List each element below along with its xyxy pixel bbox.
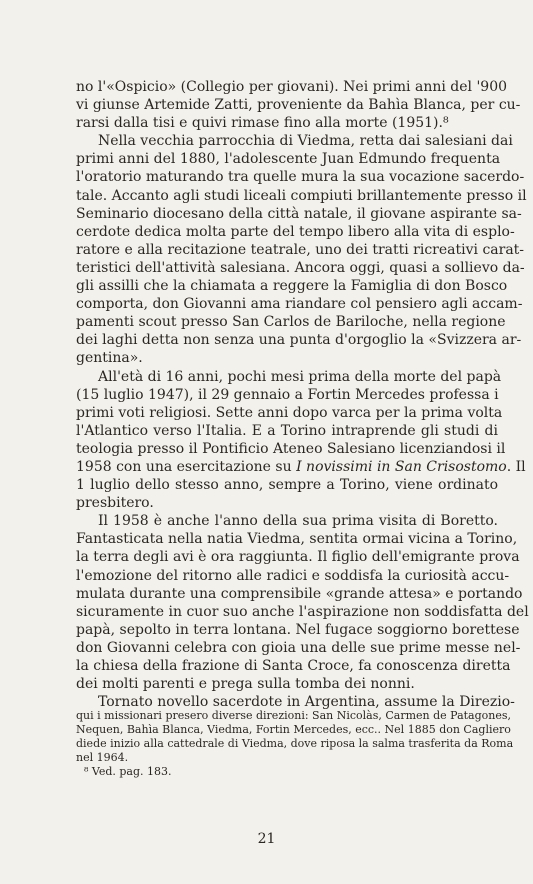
body-line: Seminario diocesano della città natale, il giovane aspirante sa- [76,205,522,222]
footnote-line: nel 1964. [76,751,129,764]
main-text [76,78,529,711]
footnote-line: diede inizio alla cattedrale di Viedma, dove riposa la salma trasferita da Roma [76,737,514,750]
body-line: vi giunse Artemide Zatti, proveniente da Bahìa Blanca, per cu- [76,97,521,114]
body-line: presbitero. [76,495,154,512]
body-line: primi anni del 1880, l'adolescente Juan Edmundo frequenta [76,151,501,168]
body-line: primi voti religiosi. Sette anni dopo varca per la prima volta [76,404,503,421]
body-line: la chiesa della frazione di Santa Croce, fa conoscenza diretta [76,658,511,674]
body-line: gli assilli che la chiamata a reggere la Famiglia di don Bosco [76,278,508,295]
body-line: Il 1958 è anche l'anno della sua prima visita di Boretto. [98,513,498,530]
footnote-line: qui i missionari presero diverse direzioni: San Nicolàs, Carmen de Patagones, [76,709,512,722]
footnotes [76,709,514,779]
body-line: 1 luglio dello stesso anno, sempre a Torino, viene ordinato [76,477,498,494]
body-line: pamenti scout presso San Carlos de Bariloche, nella regione [76,314,506,331]
body-line: Nella vecchia parrocchia di Viedma, retta dai salesiani dai [98,133,513,150]
body-line: comporta, don Giovanni ama riandare col pensiero agli accam- [76,296,523,313]
body-line: sicuramente in cuor suo anche l'aspirazione non soddisfatta del [76,603,529,620]
body-line: All'età di 16 anni, pochi mesi prima della morte del papà [98,368,502,385]
page-number: 21 [257,831,276,847]
footnote-8: ⁸ Ved. pag. 183. [84,765,172,778]
body-line: l'Atlantico verso l'Italia. E a Torino intraprende gli studi di [76,422,498,439]
body-line: papà, sepolto in terra lontana. Nel fugace soggiorno borettese [76,621,520,638]
body-line: l'oratorio maturando tra quelle mura la sua vocazione sacerdo- [76,169,525,186]
body-line: no l'«Ospicio» (Collegio per giovani). Nei primi anni del '900 [76,79,508,95]
body-line: don Giovanni celebra con gioia una delle sue prime messe nel- [76,639,521,656]
body-line: Tornato novello sacerdote in Argentina, assume la Direzio- [98,694,515,711]
body-line: rarsi dalla tisi e quivi rimase fino alla morte (1951).⁸ [76,115,449,132]
body-line: (15 luglio 1947), il 29 gennaio a Fortin Mercedes professa i [76,386,499,403]
body-line: teologia presso il Pontificio Ateneo Salesiano licenziandosi il [76,440,506,457]
body-line: cerdote dedica molta parte del tempo libero alla vita di esplo- [76,223,515,240]
body-line: ratore e alla recitazione teatrale, uno dei tratti ricreativi carat- [76,241,525,258]
body-line: Fantasticata nella natia Viedma, sentita ormai vicina a Torino, [76,531,518,548]
body-line: mulata durante una comprensibile «grande attesa» e portando [76,585,523,602]
footnote-line: Nequen, Bahìa Blanca, Viedma, Fortin Mercedes, ecc.. Nel 1885 don Cagliero [76,723,511,736]
body-line: dei molti parenti e prega sulla tomba dei nonni. [76,676,415,693]
body-line: la terra degli avi è ora raggiunta. Il figlio dell'emigrante prova [76,549,520,566]
body-line: l'emozione del ritorno alle radici e soddisfa la curiosità accu- [76,567,510,584]
body-line: 1958 con una esercitazione su I novissimi in San Crisostomo. Il [76,458,526,475]
body-line: tale. Accanto agli studi liceali compiuti brillantemente presso il [76,187,527,204]
body-line: dei laghi detta non senza una punta d'orgoglio la «Svizzera ar- [76,332,522,349]
body-line: gentina». [76,350,143,367]
book-title: I novissimi in San Crisostomo [296,458,507,475]
body-line: teristici dell'attività salesiana. Ancora oggi, quasi a sollievo da- [76,259,525,276]
